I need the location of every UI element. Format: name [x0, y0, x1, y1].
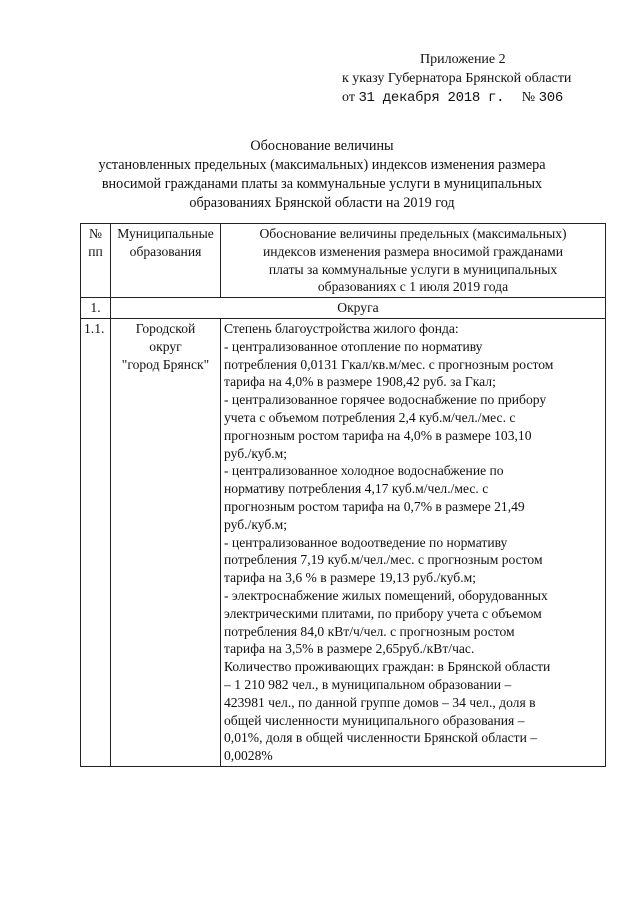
row-justification-text: Степень благоустройства жилого фонда: - централизованное отопление по нормативу потребления 0,0131 Гкал/кв.м/мес. с прогнозным ростом тарифа на 4,0% в размере 1908,42 руб. за Гкал; - централизованное горячее водоснабжение по прибору учета с объемом потребления 2,4 куб.м/чел./мес. с прогнозным ростом тарифа на 4,0% в размере 103,10 руб./куб.м; - централизованное холодное водоснабжение по нормативу потребления 4,17 куб.м/чел./мес. с прогнозным ростом тарифа на 0,7% в размере 21,49 руб./куб.м; - централизованное водоотведение по нормативу потребления 7,19 куб.м/чел./мес. с прогнозным ростом тарифа на 3,6 % в размере 19,13 руб./куб.м; - электроснабжение жилых помещений, оборудованных электрическими плитами, по прибору учета с объемом потребления 84,0 кВт/ч/чел. с прогнозным ростом тарифа на 3,5% в размере 2,65руб./кВт/час. Количество проживающих граждан: в Брянской области – 1 210 982 чел., в муниципальном образовании – 423981 чел., по данной группе домов – 34 чел., доля в общей численности муниципального образования – 0,01%, доля в общей численности Брянской области – 0,0028%	[221, 318, 606, 766]
title-line: вносимой гражданами платы за коммунальные услуги в муниципальных	[101, 176, 543, 192]
decree-date: 31 декабря 2018 г.	[358, 90, 505, 106]
section-label: Округа	[111, 298, 606, 319]
document-title	[95, 137, 549, 213]
appendix-decree-ref: к указу Губернатора Брянской области	[342, 71, 572, 86]
header-number: № пп	[81, 224, 111, 298]
appendix-number: Приложение 2	[420, 52, 506, 67]
row-municipality: Городской округ "город Брянск"	[111, 318, 221, 766]
table-header-row	[81, 224, 606, 298]
number-label: №	[521, 90, 536, 105]
decree-number: 306	[538, 90, 563, 106]
title-line: образованиях Брянской области на 2019 год	[189, 195, 455, 211]
date-prefix: от	[342, 90, 355, 105]
header-municipality: Муниципальные образования	[111, 224, 221, 298]
title-line: Обоснование величины	[250, 138, 394, 154]
header-justification: Обоснование величины предельных (максимальных) индексов изменения размера вносимой гражданами платы за коммунальные услуги в муниципальных образованиях с 1 июля 2019 года	[221, 224, 606, 298]
appendix-date-line	[342, 88, 632, 108]
appendix-header	[342, 50, 632, 108]
row-number: 1.1.	[81, 318, 111, 766]
table-row	[81, 318, 606, 766]
justification-table	[80, 223, 606, 767]
title-line: установленных предельных (максимальных) индексов изменения размера	[98, 157, 546, 173]
section-number: 1.	[81, 298, 111, 319]
table-section-row	[81, 298, 606, 319]
